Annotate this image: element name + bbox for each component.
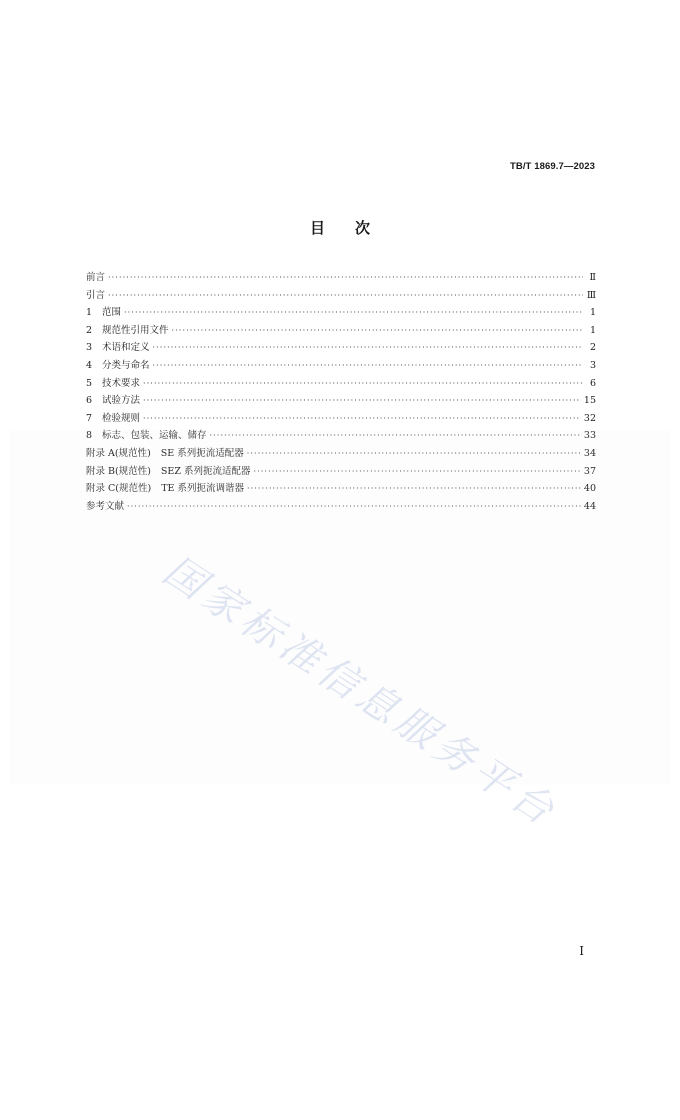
toc-entry-page: 44 <box>583 500 596 512</box>
toc-entry-number: 2 <box>86 324 93 336</box>
toc-entry-title: SE 系列扼流适配器 <box>160 447 244 459</box>
toc-entry-appendix-prefix: 附录 A(规范性) <box>86 447 151 459</box>
toc-entry-title: SEZ 系列扼流适配器 <box>160 465 251 477</box>
toc-entry-label <box>86 445 244 459</box>
toc-entry-title: TE 系列扼流调谐器 <box>161 483 244 495</box>
toc-entry[interactable] <box>86 269 596 287</box>
page-number: I <box>579 944 584 958</box>
toc-entry-title: 规范性引用文件 <box>102 324 169 336</box>
toc-leader-dots <box>210 431 581 440</box>
toc-leader-dots <box>143 414 581 423</box>
toc-entry-number: 3 <box>86 342 93 354</box>
toc-entry-title: 技术要求 <box>102 377 141 389</box>
document-code: TB/T 1869.7—2023 <box>509 161 595 172</box>
toc-entry-page: 40 <box>583 483 596 495</box>
toc-entry-title: 引言 <box>86 289 106 301</box>
toc-entry-label <box>86 339 150 353</box>
toc-entry-title: 试验方法 <box>102 395 141 407</box>
toc-entry-title: 范围 <box>102 307 122 319</box>
toc-entry-title: 前言 <box>86 272 106 283</box>
toc-entry[interactable] <box>86 463 596 481</box>
toc-entry-page: 37 <box>583 465 596 477</box>
toc-entry-title: 标志、包装、运输、储存 <box>102 430 207 442</box>
toc-entry-label <box>86 392 140 406</box>
toc-entry-page: 1 <box>589 307 596 319</box>
toc-entry-label <box>86 498 124 512</box>
toc-entry[interactable] <box>86 480 596 498</box>
toc-leader-dots <box>143 396 581 405</box>
toc-entry-number: 5 <box>86 377 93 389</box>
toc-title: 目次 <box>309 219 400 237</box>
toc-entry-page: 15 <box>583 395 596 407</box>
toc-entry-label <box>86 480 244 494</box>
toc-entry[interactable] <box>86 445 596 463</box>
toc-entry-page: 2 <box>589 342 596 354</box>
toc-leader-dots <box>254 467 581 476</box>
toc-entry[interactable] <box>86 304 596 322</box>
toc-entry[interactable] <box>86 498 596 516</box>
toc-entry-page: Ⅱ <box>589 272 596 283</box>
toc-entry[interactable] <box>86 375 596 393</box>
toc-entry-label <box>86 269 105 283</box>
toc-entry-label <box>86 427 207 441</box>
toc-entry-number: 4 <box>86 359 93 371</box>
toc-entry-label <box>86 304 121 318</box>
toc-entry-page: Ⅲ <box>586 289 596 301</box>
toc-leader-dots <box>143 379 583 388</box>
toc-entry-page: 32 <box>583 412 596 424</box>
toc-entry-number: 6 <box>86 395 93 407</box>
toc-entry-number: 7 <box>86 412 93 424</box>
toc-leader-dots <box>153 343 583 352</box>
toc-leader-dots <box>124 308 583 317</box>
toc-entry-title: 分类与命名 <box>102 359 150 371</box>
toc-entry-label <box>86 357 150 371</box>
toc-entry-page: 34 <box>583 447 596 459</box>
toc-leader-dots <box>247 449 581 458</box>
toc-entry[interactable] <box>86 339 596 357</box>
toc-entry[interactable] <box>86 322 596 340</box>
toc-entry[interactable] <box>86 357 596 375</box>
toc-entry[interactable] <box>86 427 596 445</box>
watermark-text: 国家标准信息服务平台 <box>155 547 566 837</box>
toc-entry-appendix-prefix: 附录 B(规范性) <box>86 465 151 477</box>
toc-leader-dots <box>108 291 583 300</box>
toc-leader-dots <box>127 502 581 511</box>
toc-entry-page: 33 <box>583 430 596 442</box>
toc-leader-dots <box>247 484 581 493</box>
toc-entry-label <box>86 463 251 477</box>
toc-entry-number: 1 <box>86 307 93 319</box>
toc-entry-title: 检验规则 <box>102 412 141 424</box>
toc-entry-number: 8 <box>86 430 93 442</box>
toc-leader-dots <box>172 326 583 335</box>
toc-entry-label <box>86 410 140 424</box>
toc-entry-appendix-prefix: 附录 C(规范性) <box>86 483 152 495</box>
toc-entry-page: 3 <box>589 359 596 371</box>
toc-entry[interactable] <box>86 410 596 428</box>
toc-entry-label <box>86 322 169 336</box>
toc-entry-page: 6 <box>589 377 596 389</box>
table-of-contents <box>86 269 596 515</box>
toc-leader-dots <box>153 361 583 370</box>
toc-entry[interactable] <box>86 287 596 305</box>
toc-entry[interactable] <box>86 392 596 410</box>
toc-entry-page: 1 <box>589 324 596 336</box>
toc-entry-title: 术语和定义 <box>102 342 150 354</box>
toc-entry-title: 参考文献 <box>86 500 125 512</box>
toc-leader-dots <box>108 273 583 282</box>
toc-entry-label <box>86 287 105 301</box>
toc-entry-label <box>86 375 140 389</box>
